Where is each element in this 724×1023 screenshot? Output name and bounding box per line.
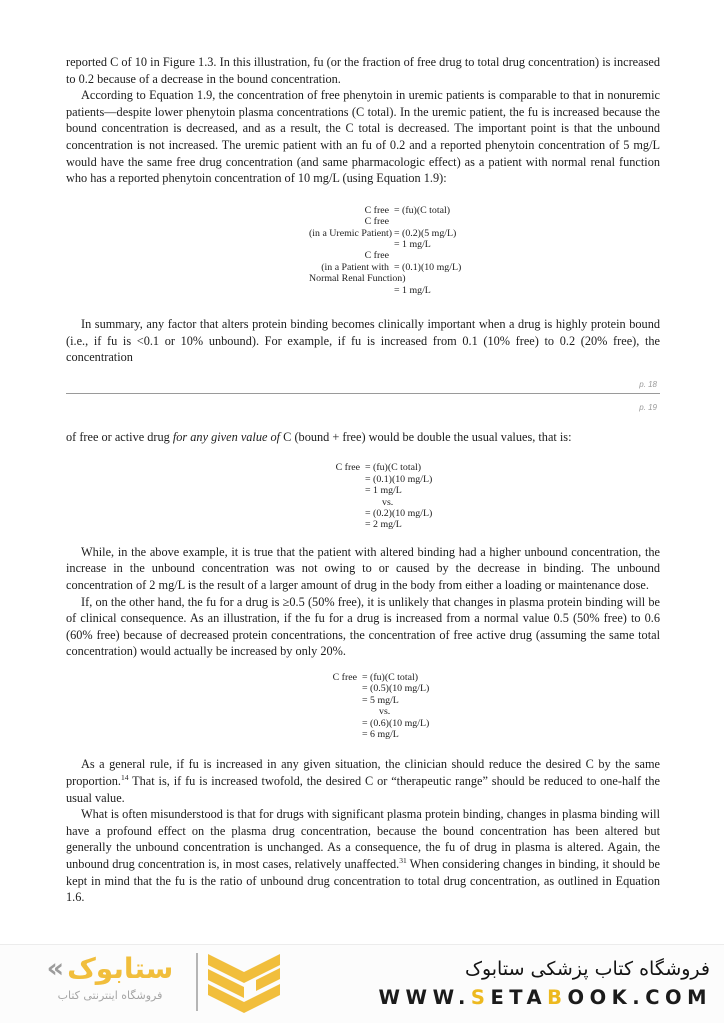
paragraph-uremic: According to Equation 1.9, the concentration of free phenytoin in uremic patients is comparable to that in nonuremic patients—despite lower phenytoin plasma concentrations (C total). In the uremic patient, the fu is increased because the bound concentration is decreased, and as a result, the C total is decreased. The important point is that the unbound concentration is not increased. The uremic patient with an fu of 0.2 and a reported phenytoin concentration of 5 mg/L would have the same free drug concentration (and same pharmacologic effect) as a patient with normal renal function who has a reported phenytoin concentration of 10 mg/L (using Equation 1.9): — [66, 88, 660, 186]
equation-row: = 1 mg/L — [365, 485, 402, 497]
document-body — [66, 54, 660, 906]
equation-row: vs. — [382, 496, 394, 508]
page-break — [66, 380, 660, 413]
paragraph-other-hand: If, on the other hand, the fu for a drug is ≥0.5 (50% free), it is unlikely that changes in plasma protein binding will be of clinical consequence. As an illustration, if the fu for a drug is increased from a normal value 0.5 (50% free) to 0.6 (60% free) because of decreased protein concentrations, the concentration of free active drug (assuming the same total concentration) would actually be increased by only 20%. — [66, 594, 660, 659]
equation-row: = 1 mg/L — [394, 238, 431, 250]
wordmark-subtitle: فروشگاه اینترنتی کتاب — [57, 989, 163, 1002]
equation-row: C free = (fu)(C total) — [332, 671, 419, 683]
equation-block-double — [334, 462, 660, 530]
url-gold-s: S — [470, 986, 491, 1009]
equation-row: (in a Uremic Patient) = (0.2)(5 mg/L) — [309, 227, 457, 239]
url-gold-b: B — [547, 986, 568, 1009]
reference-superscript: 31 — [399, 855, 407, 865]
equation-row: C free = (fu)(C total) — [364, 204, 451, 216]
equation-row: = 5 mg/L — [362, 694, 399, 706]
equation-block-uremic — [309, 205, 660, 296]
page-number-18: p. 18 — [639, 379, 657, 389]
paragraph-general-rule: As a general rule, if fu is increased in any given situation, the clinician should reduce the desired C by the same proportion.$^{14}$ That is, if fu is increased twofold, the desired C or “therapeutic range” should be reduced to one-half the usual value. — [66, 757, 660, 805]
equation-row: = 6 mg/L — [362, 729, 399, 740]
equation-row: C free — [364, 216, 389, 228]
equation-row: = (0.2)(10 mg/L) — [365, 508, 433, 519]
paragraph-misunderstood: What is often misunderstood is that for drugs with significant plasma protein binding, changes in plasma binding will have a profound effect on the plasma drug concentration, because the bound concentration has been altered but generally the unbound concentration is unchanged. As a consequence, the fu of drug in plasma is altered. Again, the unbound drug concentration is, in most cases, relatively unaffected.$^{31}$ When considering changes in binding, it should be kept in mind that the fu is the ratio of unbound drug concentration to total drug concentration, as outlined in Equation 1.6. — [66, 807, 660, 905]
paragraph-double-values: of free or active drug for any given value of C (bound + free) would be double the usual values, that is: — [66, 429, 572, 444]
setabook-footer — [0, 944, 724, 1023]
equation-block-fifty — [331, 672, 660, 740]
wordmark-chevron-icon: « — [46, 953, 65, 984]
paragraph-summary: In summary, any factor that alters protein binding becomes clinically important when a drug is highly protein bound (i.e., if fu is <0.1 or 10% unbound). For example, if fu is increased from 0.1 (10% free) to 0.2 (20% free), the concentration — [66, 317, 660, 365]
equation-row: Normal Renal Function) — [309, 273, 406, 285]
footer-title-fa: فروشگاه کتاب پزشکی ستابوک — [464, 958, 710, 980]
setabook-emblem-icon — [206, 951, 282, 1019]
equation-row: = (0.1)(10 mg/L) — [365, 473, 433, 485]
equation-row: = (0.6)(10 mg/L) — [362, 717, 430, 729]
equation-row: = 1 mg/L — [394, 284, 431, 296]
logo-divider — [196, 953, 198, 1011]
page-separator-line — [66, 393, 660, 394]
footer-url: WWW.SETABOOK.COM — [378, 986, 712, 1009]
reference-superscript: 14 — [121, 772, 129, 782]
setabook-wordmark — [32, 951, 188, 1003]
equation-row: C free = (fu)(C total) — [335, 462, 422, 474]
equation-row: vs. — [379, 706, 391, 718]
equation-row: = (0.5)(10 mg/L) — [362, 683, 430, 695]
equation-row: (in a Patient with = (0.1)(10 mg/L) — [321, 261, 462, 273]
paragraph-continued: reported C of 10 in Figure 1.3. In this illustration, fu (or the fraction of free drug to total drug concentration) is increased to 0.2 because of a decrease in the bound concentration. — [66, 55, 660, 86]
italic-phrase: for any given value of — [172, 429, 284, 444]
equation-row: = 2 mg/L — [365, 519, 402, 531]
wordmark-text: ستابوک — [67, 952, 174, 985]
paragraph-while: While, in the above example, it is true that the patient with altered binding had a higher unbound concentration, the increase in the unbound concentration was not owing to or caused by the decrease in binding. The unbound concentration of 2 mg/L is the result of a larger amount of drug in the body from either a loading or maintenance dose. — [66, 544, 660, 592]
page-number-19: p. 19 — [639, 402, 657, 412]
equation-row: C free — [364, 250, 389, 262]
